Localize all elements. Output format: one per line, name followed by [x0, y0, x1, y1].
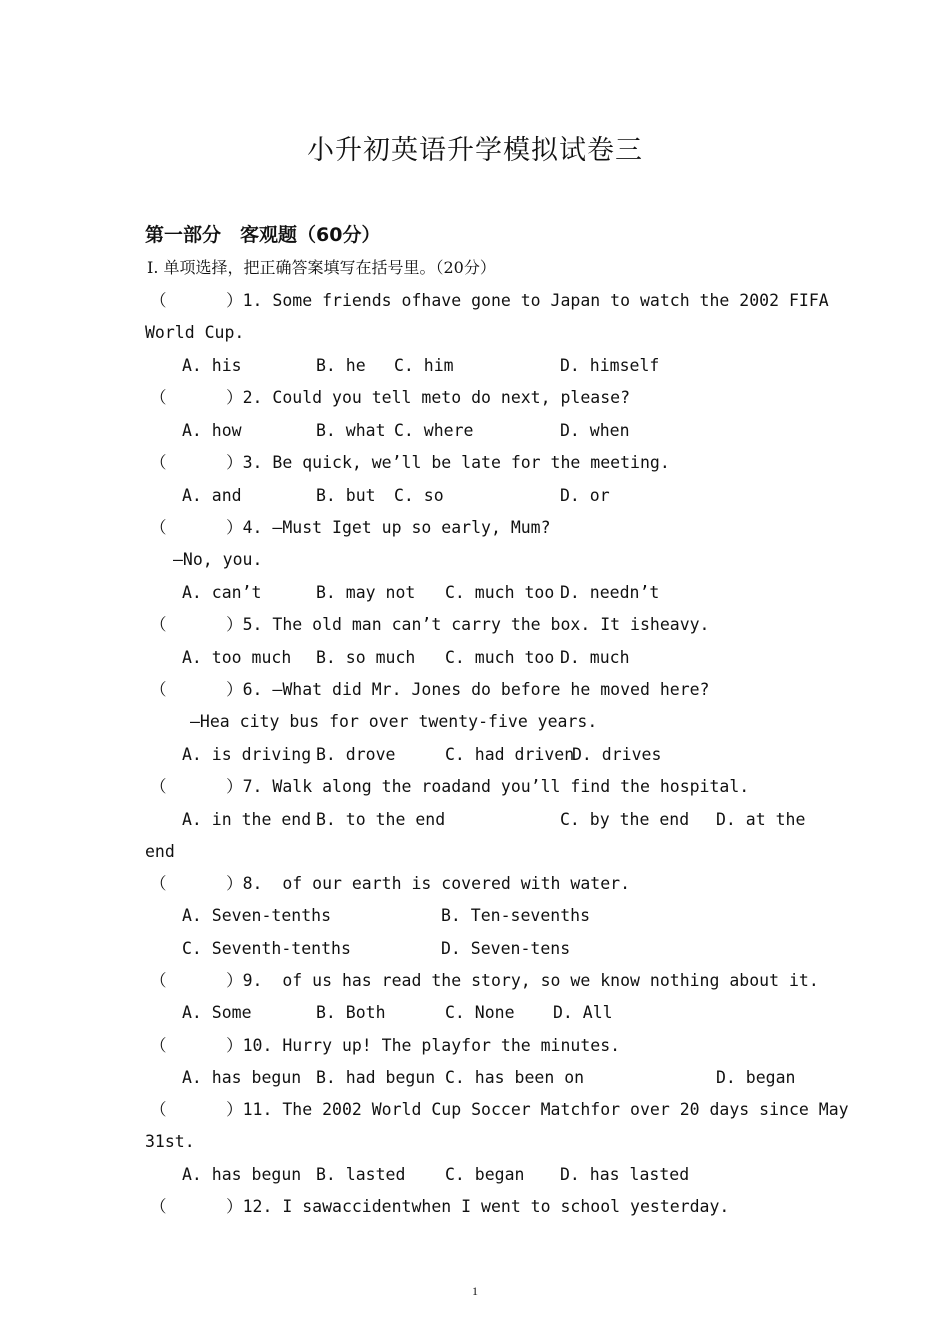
- q10-option-d: D. began: [716, 1068, 796, 1087]
- q7-option-d-cont: end: [145, 842, 175, 861]
- page-number: 1: [472, 1284, 478, 1298]
- q4-option-b: B. may not: [316, 583, 416, 602]
- q7-option-c: C. by the end: [560, 810, 690, 829]
- q9-option-c: C. None: [445, 1003, 515, 1022]
- q6-option-a: A. is driving: [182, 745, 312, 764]
- q7-option-d: D. at the: [716, 810, 806, 829]
- question-6: （ ）6. —What did Mr. Jones do before he moved here?: [150, 680, 710, 699]
- q6-option-c: C. had driven: [445, 745, 575, 764]
- q8-option-d: D. Seven-tens: [441, 939, 571, 958]
- question-10: （ ）10. Hurry up! The playfor the minutes.: [150, 1036, 621, 1055]
- q1-option-b: B. he: [316, 356, 366, 375]
- q4-option-c: C. much too: [445, 583, 555, 602]
- question-11: （ ）11. The 2002 World Cup Soccer Matchfor over 20 days since May: [150, 1100, 849, 1119]
- question-6-reply: —Hea city bus for over twenty-five years.: [190, 712, 598, 731]
- question-11-cont: 31st.: [145, 1132, 195, 1151]
- q8-option-b: B. Ten-sevenths: [441, 906, 591, 925]
- page-title: 小升初英语升学模拟试卷三: [307, 135, 643, 166]
- q4-option-a: A. can’t: [182, 583, 262, 602]
- question-8: （ ）8. of our earth is covered with water.: [150, 874, 631, 893]
- question-12: （ ）12. I sawaccidentwhen I went to school yesterday.: [150, 1197, 730, 1216]
- q1-option-d: D. himself: [560, 356, 660, 375]
- q8-option-a: A. Seven-tenths: [182, 906, 332, 925]
- question-9: （ ）9. of us has read the story, so we know nothing about it.: [150, 971, 819, 990]
- q3-option-c: C. so: [394, 486, 444, 505]
- q2-option-a: A. how: [182, 421, 242, 440]
- q5-option-a: A. too much: [182, 648, 292, 667]
- q11-option-c: C. began: [445, 1165, 525, 1184]
- q2-option-b: B. what: [316, 421, 386, 440]
- q6-option-b: B. drove: [316, 745, 396, 764]
- q1-option-c: C. him: [394, 356, 454, 375]
- q2-option-c: C. where: [394, 421, 474, 440]
- q11-option-a: A. has begun: [182, 1165, 302, 1184]
- question-1: （ ）1. Some friends ofhave gone to Japan to watch the 2002 FIFA: [150, 291, 829, 310]
- question-3: （ ）3. Be quick, we’ll be late for the meeting.: [150, 453, 670, 472]
- question-4: （ ）4. —Must Iget up so early, Mum?: [150, 518, 551, 537]
- q3-option-d: D. or: [560, 486, 610, 505]
- q8-option-c: C. Seventh-tenths: [182, 939, 351, 958]
- instruction: Ⅰ. 单项选择，把正确答案填写在括号里。（20分）: [147, 258, 496, 277]
- q9-option-b: B. Both: [316, 1003, 386, 1022]
- question-4-reply: —No, you.: [173, 550, 263, 569]
- q11-option-d: D. has lasted: [560, 1165, 690, 1184]
- q9-option-a: A. Some: [182, 1003, 252, 1022]
- q6-option-d: D. drives: [572, 745, 662, 764]
- q7-option-a: A. in the end: [182, 810, 312, 829]
- question-2: （ ）2. Could you tell meto do next, please?: [150, 388, 631, 407]
- q10-option-c: C. has been on: [445, 1068, 585, 1087]
- q11-option-b: B. lasted: [316, 1165, 406, 1184]
- q10-option-a: A. has begun: [182, 1068, 302, 1087]
- q5-option-b: B. so much: [316, 648, 416, 667]
- question-7: （ ）7. Walk along the roadand you’ll find the hospital.: [150, 777, 750, 796]
- q5-option-d: D. much: [560, 648, 630, 667]
- q7-option-b: B. to the end: [316, 810, 446, 829]
- q4-option-d: D. needn’t: [560, 583, 660, 602]
- q10-option-b: B. had begun: [316, 1068, 436, 1087]
- q3-option-b: B. but: [316, 486, 376, 505]
- q9-option-d: D. All: [553, 1003, 613, 1022]
- question-1-cont: World Cup.: [145, 323, 245, 342]
- q1-option-a: A. his: [182, 356, 242, 375]
- q2-option-d: D. when: [560, 421, 630, 440]
- question-5: （ ）5. The old man can’t carry the box. It isheavy.: [150, 615, 710, 634]
- q5-option-c: C. much too: [445, 648, 555, 667]
- section-heading: 第一部分 客观题（60分）: [145, 224, 381, 246]
- q3-option-a: A. and: [182, 486, 242, 505]
